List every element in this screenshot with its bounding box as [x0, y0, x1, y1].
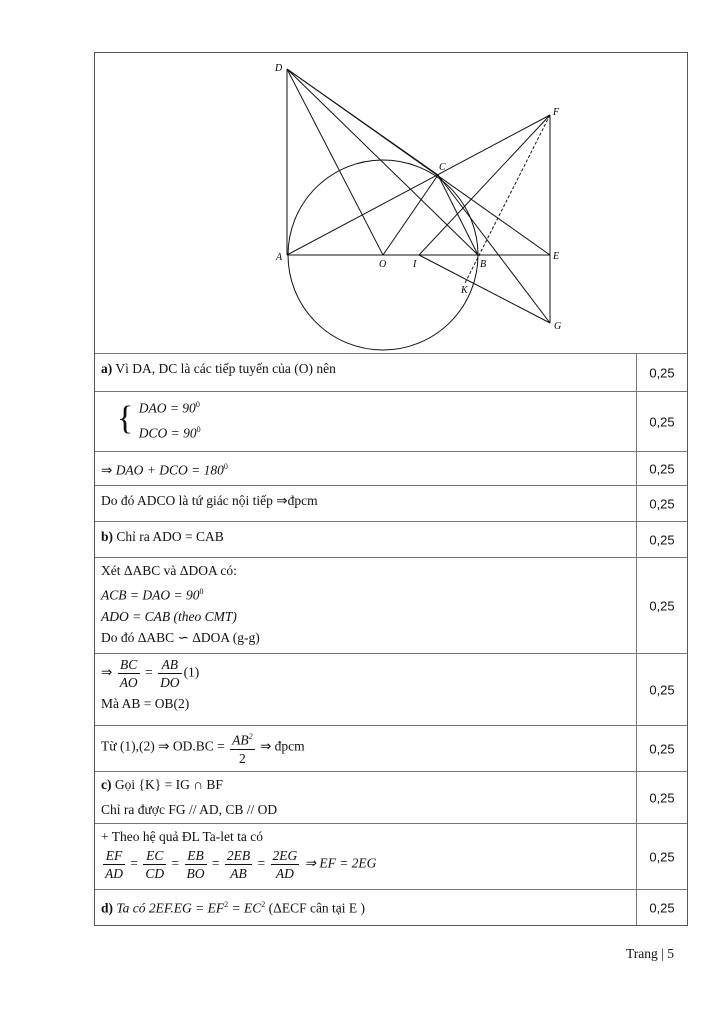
row-a3: ⇒ DAO + DCO = $180^0$ 0,25 [95, 451, 687, 485]
score-cell: 0,25 [636, 452, 687, 485]
row-c2: + Theo hệ quả ĐL Ta-let ta có $\frac{EF}{AD}$ = $\frac{EC}{CD}$ = $\frac{EB}{BO}$ = $\frac{2EB}{AB}$ = $\frac{2EG}{AD}$ ⇒ EF = 2EG 0,25 [95, 823, 687, 889]
score-cell: 0,25 [636, 522, 687, 557]
score-cell: 0,25 [636, 890, 687, 925]
answer-table [94, 52, 688, 926]
score-cell: 0,25 [636, 392, 687, 451]
label-b: B [480, 259, 487, 270]
score-cell: 0,25 [636, 772, 687, 823]
line-do [287, 69, 383, 255]
line-db [287, 69, 478, 255]
score-cell: 0,25 [636, 726, 687, 771]
row-a1: a) Vì DA, DC là các tiếp tuyến của (O) nên 0,25 [95, 353, 687, 391]
label-f: F [553, 107, 560, 118]
row-d1: d) Ta có $2EF.EG = EF^2 = EC^2$ (ΔECF cân tại E ) 0,25 [95, 889, 687, 925]
line-af [287, 115, 550, 255]
line-if [419, 115, 550, 255]
label-a: A [276, 252, 283, 263]
label-g: G [554, 321, 562, 332]
row-b3: ⇒ $\frac{BC}{AO}$ = $\frac{AB}{DO}$ (1) Mà AB = OB(2) 0,25 [95, 653, 687, 725]
line-de [287, 69, 550, 255]
score-cell: 0,25 [636, 486, 687, 521]
row-a2: { DAO = $90^0$ DCO = $90^0$ 0,25 [95, 391, 687, 451]
row-a4: Do đó ADCO là tứ giác nội tiếp ⇒đpcm 0,25 [95, 485, 687, 521]
score-cell: 0,25 [636, 354, 687, 391]
label-k: K [461, 285, 468, 296]
label-c: C [439, 162, 446, 173]
row-b1: b) Chỉ ra ADO = CAB 0,25 [95, 521, 687, 557]
geometry-diagram [95, 53, 687, 353]
row-c1: c) Gọi {K} = IG ∩ BF Chỉ ra được FG // AD, CB // OD 0,25 [95, 771, 687, 823]
score-cell: 0,25 [636, 824, 687, 889]
line-bf-dashed [465, 115, 550, 283]
row-b4: Từ (1),(2) ⇒ OD.BC = $\frac{AB^2}{2}$ ⇒ đpcm 0,25 [95, 725, 687, 771]
line-cb [438, 175, 478, 255]
label-e: E [553, 251, 560, 262]
line-cg [438, 175, 550, 323]
label-i: I [413, 259, 417, 270]
label-o: O [379, 259, 387, 270]
score-cell: 0,25 [636, 558, 687, 653]
geometry-figure [95, 53, 687, 353]
page-number: Trang | 5 [626, 946, 674, 961]
score-cell: 0,25 [636, 654, 687, 725]
label-d: D [275, 63, 283, 74]
row-b2: Xét ΔABC và ΔDOA có: ACB = DAO = $90^0$ ADO = CAB (theo CMT) Do đó ΔABC ∽ ΔDOA (g-g) 0,25 [95, 557, 687, 653]
